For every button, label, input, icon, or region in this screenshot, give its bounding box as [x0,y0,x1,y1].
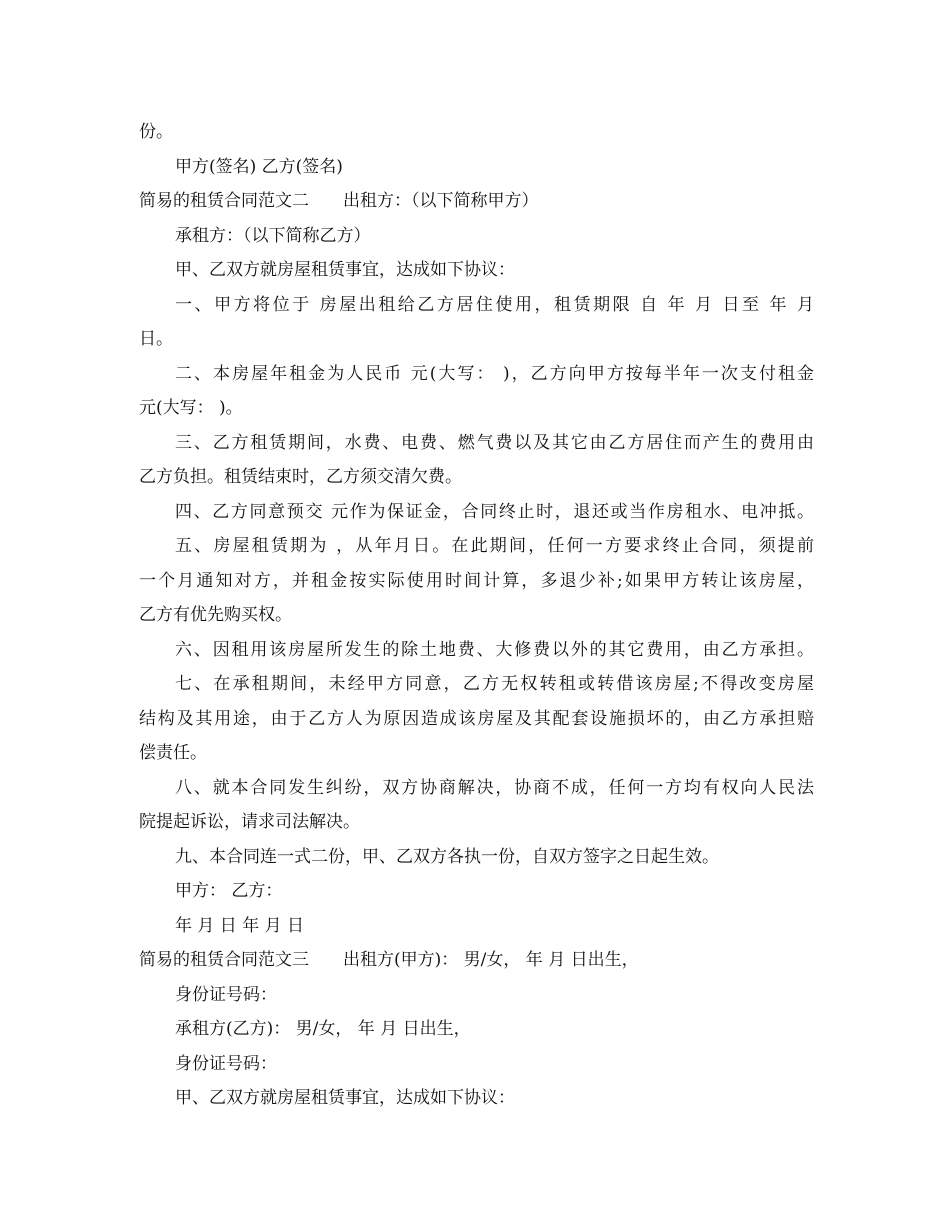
text-line: 身份证号码： [175,984,277,1005]
text-line: 四、乙方同意预交 元作为保证金，合同终止时，退还或当作房租水、电冲抵。 [175,501,814,522]
text-line: 承租方(乙方)： 男/女， 年 月 日出生， [175,1019,471,1039]
text-line: 八、就本合同发生纠纷，双方协商解决，协商不成，任何一方均有权向人民法 [175,777,814,798]
text-line: 元(大写： )。 [139,398,243,418]
text-line: 年 月 日 年 月 日 [175,915,305,936]
text-line: 一个月通知对方，并租金按实际使用时间计算，多退少补;如果甲方转让该房屋， [139,570,814,591]
text-line: 身份证号码： [175,1053,277,1074]
text-line: 六、因租用该房屋所发生的除土地费、大修费以外的其它费用，由乙方承担。 [175,639,814,660]
text-line: 甲方(签名) 乙方(签名) [175,156,343,177]
text-line: 结构及其用途，由于乙方人为原因造成该房屋及其配套设施损坏的，由乙方承担赔 [139,708,814,729]
text-line: 乙方负担。租赁结束时，乙方须交清欠费。 [139,467,462,487]
text-line: 甲、乙双方就房屋租赁事宜，达成如下协议： [175,260,515,280]
text-line: 三、乙方租赁期间，水费、电费、燃气费以及其它由乙方居住而产生的费用由 [175,432,814,453]
text-line: 简易的租赁合同范文三 出租方(甲方)： 男/女， 年 月 日出生， [139,950,639,970]
text-line: 日。 [139,329,173,349]
text-line: 九、本合同连一式二份，甲、乙双方各执一份，自双方签字之日起生效。 [175,846,719,867]
text-line: 院提起诉讼，请求司法解决。 [139,812,360,832]
text-line: 五、房屋租赁期为 ，从年月日。在此期间，任何一方要求终止合同，须提前 [175,536,814,556]
text-line: 乙方有优先购买权。 [139,605,292,625]
text-line: 七、在承租期间，未经甲方同意，乙方无权转租或转借该房屋;不得改变房屋 [175,674,814,694]
text-line: 偿责任。 [139,743,207,763]
text-line: 甲、乙双方就房屋租赁事宜，达成如下协议： [175,1088,515,1108]
text-line: 简易的租赁合同范文二 出租方：（以下简称甲方） [139,191,539,211]
document-body [139,115,814,1116]
text-line: 甲方： 乙方： [175,881,283,901]
text-line: 一、甲方将位于 房屋出租给乙方居住使用，租赁期限 自 年 月 日至 年 月 [175,294,814,315]
text-line: 承租方：（以下简称乙方） [175,225,371,246]
text-line: 二、本房屋年租金为人民币 元(大写： )，乙方向甲方按每半年一次支付租金 [175,363,814,384]
text-line: 份。 [139,122,173,142]
